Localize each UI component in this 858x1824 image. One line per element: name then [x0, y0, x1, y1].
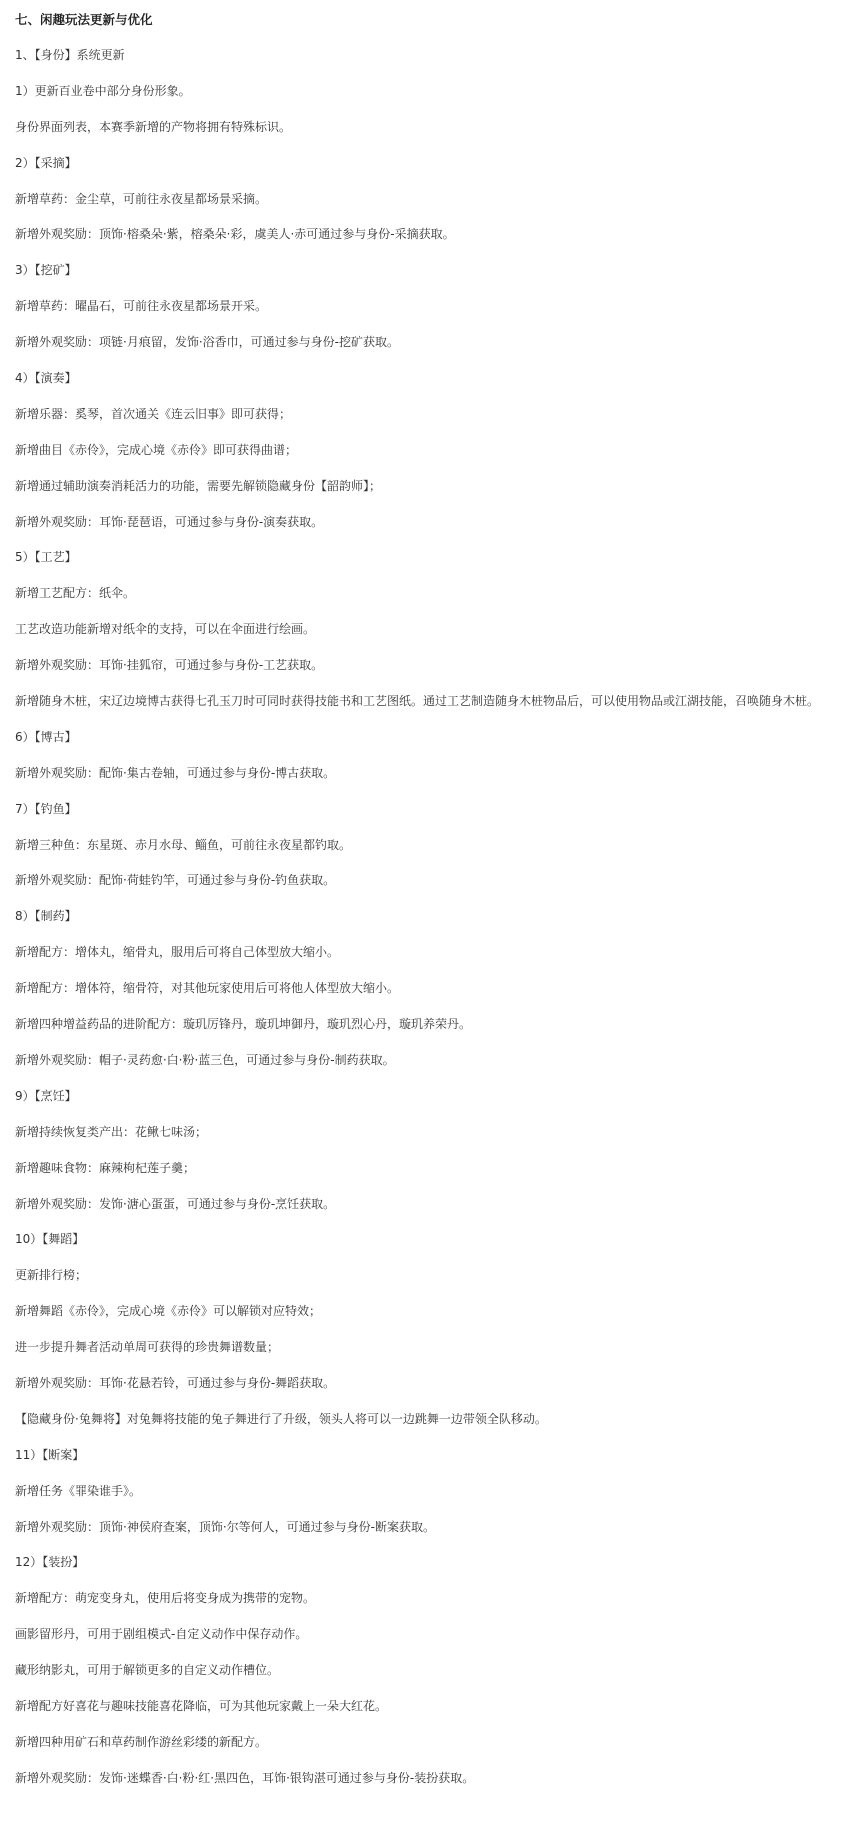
paragraph: 新增草药：金尘草，可前往永夜星都场景采摘。	[15, 191, 268, 206]
paragraph: 新增配方好喜花与趣味技能喜花降临，可为其他玩家戴上一朵大红花。	[15, 1698, 388, 1713]
paragraph: 10）【舞蹈】	[15, 1232, 85, 1247]
paragraph: 新增外观奖励：帽子·灵药愈·白·粉·蓝三色，可通过参与身份-制药获取。	[15, 1052, 395, 1067]
paragraph: 画影留形丹，可用于剧组模式-自定义动作中保存动作。	[15, 1627, 308, 1642]
paragraph: 更新排行榜；	[15, 1268, 88, 1283]
paragraph: 新增趣味食物：麻辣枸杞莲子羹；	[15, 1160, 196, 1175]
content-body	[15, 46, 846, 1787]
paragraph: 新增曲目《赤伶》，完成心境《赤伶》即可获得曲谱；	[15, 442, 298, 457]
paragraph: 5）【工艺】	[15, 550, 77, 565]
paragraph: 新增外观奖励：项链·月痕留，发饰·浴香巾，可通过参与身份-挖矿获取。	[15, 335, 399, 350]
paragraph: 新增外观奖励：发饰·溏心蛋蛋，可通过参与身份-烹饪获取。	[15, 1196, 336, 1211]
paragraph: 7）【钓鱼】	[15, 801, 77, 816]
paragraph: 新增四种增益药品的进阶配方：璇玑厉锋丹，璇玑坤御丹，璇玑烈心丹，璇玑养荣丹。	[15, 1017, 472, 1032]
paragraph: 工艺改造功能新增对纸伞的支持，可以在伞面进行绘画。	[15, 622, 316, 637]
paragraph: 新增随身木桩，宋辽边境博古获得七孔玉刀时可同时获得技能书和工艺图纸。通过工艺制造随身木桩物品后，可以使用物品或江湖技能，召唤随身木桩。	[15, 694, 820, 709]
paragraph: 新增持续恢复类产出：花鳅七味汤；	[15, 1124, 208, 1139]
paragraph: 新增舞蹈《赤伶》，完成心境《赤伶》可以解锁对应特效；	[15, 1304, 322, 1319]
paragraph: 1）更新百业卷中部分身份形象。	[15, 83, 191, 98]
paragraph: 新增草药：曜晶石，可前往永夜星都场景开采。	[15, 299, 268, 314]
paragraph: 新增外观奖励：耳饰·挂狐帘，可通过参与身份-工艺获取。	[15, 658, 324, 673]
paragraph: 新增四种用矿石和草药制作游丝彩缕的新配方。	[15, 1734, 268, 1749]
paragraph: 新增外观奖励：耳饰·花悬若铃，可通过参与身份-舞蹈获取。	[15, 1375, 336, 1390]
paragraph: 新增任务《罪染谁手》。	[15, 1483, 142, 1498]
paragraph: 新增外观奖励：配饰·荷蛙钓竿，可通过参与身份-钓鱼获取。	[15, 873, 336, 888]
paragraph: 新增三种鱼：东星斑、赤月水母、鲻鱼，可前往永夜星都钓取。	[15, 837, 352, 852]
section-title: 七、闲趣玩法更新与优化	[15, 12, 153, 27]
paragraph: 身份界面列表，本赛季新增的产物将拥有特殊标识。	[15, 119, 292, 134]
paragraph: 新增配方：增体丸，缩骨丸，服用后可将自己体型放大缩小。	[15, 945, 340, 960]
paragraph: 新增乐器：奚琴，首次通关《连云旧事》即可获得；	[15, 406, 292, 421]
paragraph: 新增配方：萌宠变身丸，使用后将变身成为携带的宠物。	[15, 1591, 316, 1606]
paragraph: 新增外观奖励：顶饰·榕桑朵·紫，榕桑朵·彩，虞美人·赤可通过参与身份-采摘获取。	[15, 227, 455, 242]
paragraph: 11）【断案】	[15, 1447, 85, 1462]
paragraph: 8）【制药】	[15, 909, 77, 924]
paragraph: 新增外观奖励：顶饰·神侯府查案，顶饰·尔等何人，可通过参与身份-断案获取。	[15, 1519, 435, 1534]
paragraph: 2）【采摘】	[15, 155, 77, 170]
paragraph: 【隐藏身份·兔舞将】对兔舞将技能的兔子舞进行了升级，领头人将可以一边跳舞一边带领全队移动。	[15, 1411, 547, 1426]
paragraph: 新增外观奖励：配饰·集古卷轴，可通过参与身份-博古获取。	[15, 765, 336, 780]
paragraph: 3）【挖矿】	[15, 263, 77, 278]
paragraph: 1、【身份】系统更新	[15, 48, 125, 62]
paragraph: 新增工艺配方：纸伞。	[15, 586, 136, 601]
paragraph: 进一步提升舞者活动单周可获得的珍贵舞谱数量；	[15, 1340, 280, 1355]
paragraph: 新增外观奖励：耳饰·琵琶语，可通过参与身份-演奏获取。	[15, 514, 324, 529]
paragraph: 藏形纳影丸，可用于解锁更多的自定义动作槽位。	[15, 1663, 280, 1678]
paragraph: 新增配方：增体符，缩骨符，对其他玩家使用后可将他人体型放大缩小。	[15, 981, 400, 996]
paragraph: 9）【烹饪】	[15, 1088, 77, 1103]
paragraph: 新增通过辅助演奏消耗活力的功能，需要先解锁隐藏身份【韶韵师】；	[15, 478, 382, 493]
paragraph: 6）【博古】	[15, 729, 77, 744]
paragraph: 4）【演奏】	[15, 371, 77, 386]
paragraph: 新增外观奖励：发饰·迷蝶香·白·粉·红·黑四色，耳饰·银钩湛可通过参与身份-装扮获取。	[15, 1770, 475, 1785]
paragraph: 12）【装扮】	[15, 1555, 85, 1570]
